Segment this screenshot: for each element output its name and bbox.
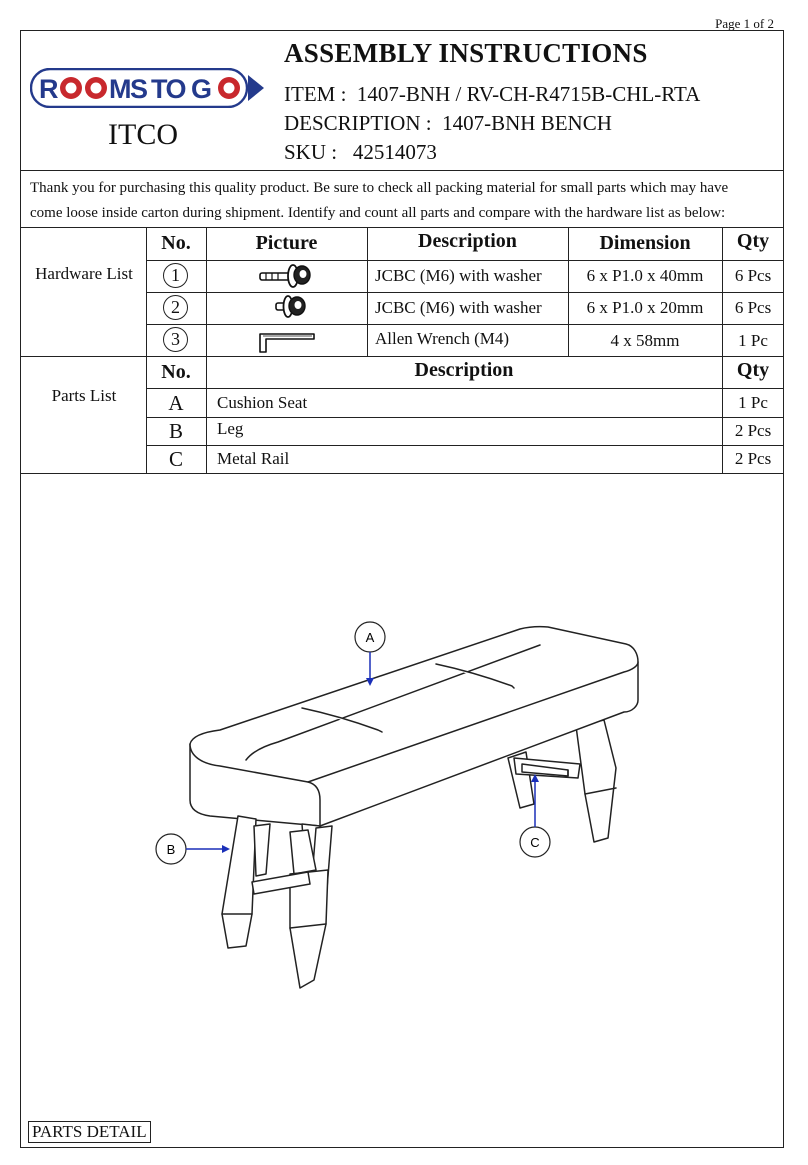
part-qty: 2 Pcs xyxy=(734,421,772,440)
hardware-dimension: 4 x 58mm xyxy=(610,331,680,350)
hardware-qty: 6 Pcs xyxy=(734,266,772,285)
hardware-description: Allen Wrench (M4) xyxy=(375,329,510,348)
svg-text:R: R xyxy=(39,74,57,104)
col-header-qty: Qty xyxy=(736,230,770,252)
page-title: ASSEMBLY INSTRUCTIONS xyxy=(284,38,648,68)
item-value: 1407-BNH / RV-CH-R4715B-CHL-RTA xyxy=(356,82,701,106)
intro-line: come loose inside carton during shipment. Identify and count all parts and compare with the hardware list as below: xyxy=(30,205,726,221)
divider xyxy=(146,388,784,389)
sku-label: SKU : xyxy=(284,140,338,164)
item-line xyxy=(284,82,700,107)
svg-text:MS: MS xyxy=(109,74,147,104)
part-description: Metal Rail xyxy=(217,449,290,468)
svg-text:TO: TO xyxy=(151,74,186,104)
callout-c-label: C xyxy=(530,835,540,850)
divider xyxy=(146,417,784,418)
col-header-description: Description xyxy=(414,359,514,381)
col-header-description: Description xyxy=(418,230,517,252)
vendor-name: ITCO xyxy=(108,118,178,151)
divider xyxy=(20,227,784,228)
intro-line: Thank you for purchasing this quality product. Be sure to check all packing material for small parts which may have xyxy=(30,180,729,196)
callout-b xyxy=(156,834,230,864)
divider xyxy=(146,260,784,261)
col-header-picture: Picture xyxy=(255,232,318,254)
long-bolt-with-washer-icon xyxy=(258,263,314,289)
hardware-description: JCBC (M6) with washer xyxy=(375,298,542,317)
description-value: 1407-BNH BENCH xyxy=(442,111,612,135)
hardware-qty: 1 Pc xyxy=(738,331,768,350)
description-line xyxy=(284,111,612,136)
part-letter: B xyxy=(168,419,183,443)
divider xyxy=(146,292,784,293)
col-header-qty: Qty xyxy=(736,359,770,381)
hardware-number: 2 xyxy=(163,295,188,320)
col-header-no: No. xyxy=(161,232,191,254)
sku-line xyxy=(284,140,437,165)
divider xyxy=(20,170,784,171)
callout-a-label: A xyxy=(365,630,375,645)
part-qty: 2 Pcs xyxy=(734,449,772,468)
bench-diagram xyxy=(20,474,784,1034)
part-description: Cushion Seat xyxy=(217,393,308,412)
part-letter: A xyxy=(168,391,184,415)
hardware-qty: 6 Pcs xyxy=(734,298,772,317)
parts-list-label: Parts List xyxy=(51,386,117,405)
callout-b-label: B xyxy=(166,842,176,857)
col-header-no: No. xyxy=(161,361,191,383)
part-qty: 1 Pc xyxy=(738,393,768,412)
parts-detail-label: PARTS DETAIL xyxy=(28,1121,151,1143)
svg-text:G: G xyxy=(191,74,211,104)
intro-text xyxy=(30,176,780,226)
divider xyxy=(20,356,784,357)
hardware-number: 1 xyxy=(163,263,188,288)
item-label: ITEM : xyxy=(284,82,347,106)
allen-wrench-icon xyxy=(256,328,318,356)
hardware-list-label: Hardware List xyxy=(35,264,133,283)
hardware-dimension: 6 x P1.0 x 20mm xyxy=(586,298,704,317)
part-letter: C xyxy=(168,447,183,471)
hardware-dimension: 6 x P1.0 x 40mm xyxy=(586,266,704,285)
description-label: DESCRIPTION : xyxy=(284,111,432,135)
col-header-dimension: Dimension xyxy=(599,232,691,254)
hardware-description: JCBC (M6) with washer xyxy=(375,266,542,285)
divider xyxy=(146,445,784,446)
page-number: Page 1 of 2 xyxy=(715,16,774,31)
divider xyxy=(146,324,784,325)
part-description: Leg xyxy=(217,419,244,438)
hardware-number: 3 xyxy=(163,327,188,352)
short-bolt-with-washer-icon xyxy=(274,294,308,320)
rooms-to-go-logo xyxy=(30,68,266,108)
sku-value: 42514073 xyxy=(352,140,437,164)
